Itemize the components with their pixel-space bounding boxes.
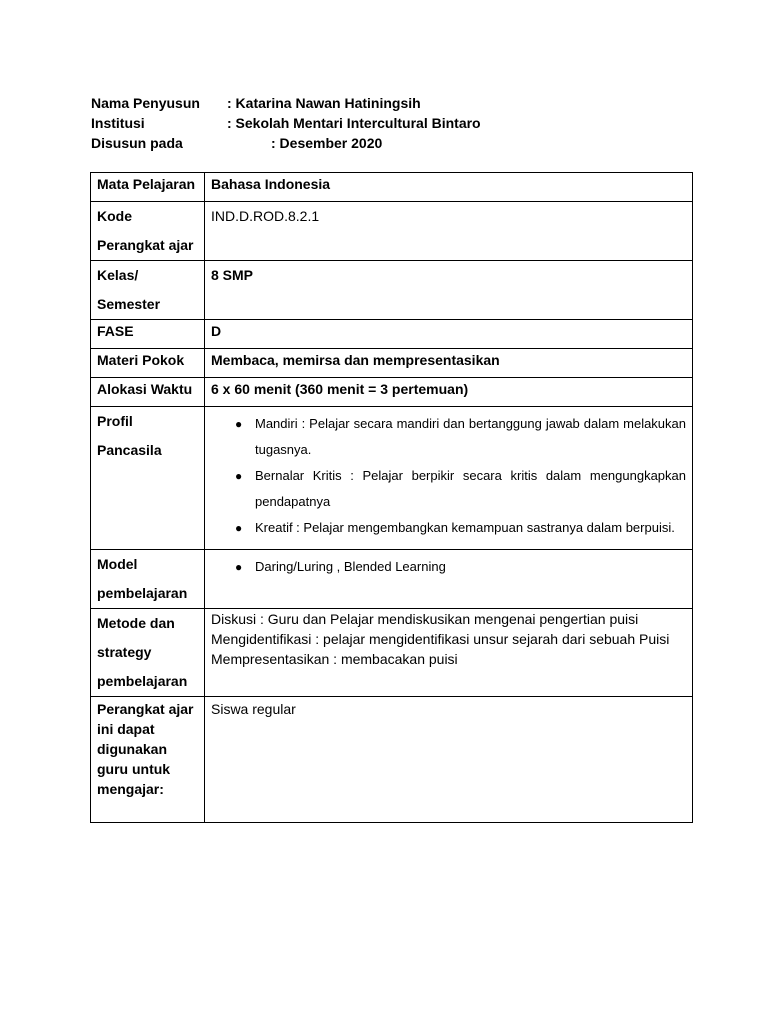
kode-label-line-2: Perangkat ajar bbox=[97, 237, 194, 253]
profil-item bbox=[211, 515, 686, 541]
materi-label: Materi Pokok bbox=[91, 349, 205, 378]
mapel-value: Bahasa Indonesia bbox=[205, 173, 693, 202]
profil-value bbox=[205, 407, 693, 550]
model-value bbox=[205, 550, 693, 609]
bullet-icon: ● bbox=[235, 521, 243, 535]
materi-value: Membaca, memirsa dan mempresentasikan bbox=[205, 349, 693, 378]
metode-value bbox=[205, 609, 693, 697]
alokasi-value: 6 x 60 menit (360 menit = 3 pertemuan) bbox=[205, 378, 693, 407]
kelas-value: 8 SMP bbox=[205, 261, 693, 320]
kelas-label-line-2: Semester bbox=[97, 296, 161, 312]
bullet-icon: ● bbox=[235, 469, 243, 483]
metode-label-line-1: Metode dan bbox=[97, 615, 175, 631]
model-item-text: Daring/Luring , Blended Learning bbox=[255, 559, 446, 574]
perangkat-value: Siswa regular bbox=[205, 697, 693, 823]
bullet-icon: ● bbox=[235, 560, 243, 574]
perangkat-label-line: digunakan bbox=[97, 741, 168, 757]
row-fase bbox=[91, 320, 693, 349]
row-model bbox=[91, 550, 693, 609]
model-label bbox=[91, 550, 205, 609]
alokasi-label: Alokasi Waktu bbox=[91, 378, 205, 407]
metode-label-line-3: pembelajaran bbox=[97, 673, 188, 689]
fase-label: FASE bbox=[91, 320, 205, 349]
kelas-label bbox=[91, 261, 205, 320]
penyusun-value: : Katarina Nawan Hatiningsih bbox=[227, 95, 421, 111]
profil-label-line-1: Profil bbox=[97, 413, 133, 429]
perangkat-label bbox=[91, 697, 205, 823]
kode-label bbox=[91, 202, 205, 261]
profil-item-text: Mandiri : Pelajar secara mandiri dan bertanggung jawab dalam melakukan tugasnya. bbox=[255, 416, 686, 457]
model-label-line-1: Model bbox=[97, 556, 138, 572]
profil-label bbox=[91, 407, 205, 550]
metode-line: Diskusi : Guru dan Pelajar mendiskusikan mengenai pengertian puisi bbox=[211, 611, 639, 627]
row-alokasi-waktu bbox=[91, 378, 693, 407]
institusi-label: Institusi bbox=[91, 115, 145, 131]
penyusun-label: Nama Penyusun bbox=[91, 95, 200, 111]
bullet-icon: ● bbox=[235, 417, 243, 431]
profil-item bbox=[211, 463, 686, 515]
kode-label-line-1: Kode bbox=[97, 208, 132, 224]
disusun-value: : Desember 2020 bbox=[271, 135, 383, 151]
perangkat-label-line: Perangkat ajar bbox=[97, 701, 194, 717]
metode-line: Mempresentasikan : membacakan puisi bbox=[211, 651, 458, 667]
profil-item-text: Kreatif : Pelajar mengembangkan kemampuan sastranya dalam berpuisi. bbox=[255, 520, 675, 535]
model-item bbox=[211, 554, 686, 580]
perangkat-label-line: guru untuk bbox=[97, 761, 171, 777]
metode-label-line-2: strategy bbox=[97, 644, 152, 660]
profil-list bbox=[211, 411, 686, 541]
mapel-label: Mata Pelajaran bbox=[91, 173, 205, 202]
kelas-label-line-1: Kelas/ bbox=[97, 267, 139, 283]
model-label-line-2: pembelajaran bbox=[97, 585, 188, 601]
row-kode bbox=[91, 202, 693, 261]
profil-label-line-2: Pancasila bbox=[97, 442, 162, 458]
row-mata-pelajaran bbox=[91, 173, 693, 202]
row-materi-pokok bbox=[91, 349, 693, 378]
model-list bbox=[211, 554, 686, 580]
row-perangkat-ajar bbox=[91, 697, 693, 823]
row-metode bbox=[91, 609, 693, 697]
row-kelas bbox=[91, 261, 693, 320]
profil-item-text: Bernalar Kritis : Pelajar berpikir secara kritis dalam mengungkapkan pendapatnya bbox=[255, 468, 686, 509]
lesson-plan-table bbox=[90, 172, 693, 823]
row-profil-pancasila bbox=[91, 407, 693, 550]
kode-value: IND.D.ROD.8.2.1 bbox=[205, 202, 693, 261]
institusi-value: : Sekolah Mentari Intercultural Bintaro bbox=[227, 115, 481, 131]
disusun-label: Disusun pada bbox=[91, 135, 183, 151]
fase-value: D bbox=[205, 320, 693, 349]
perangkat-label-line: mengajar: bbox=[97, 781, 164, 797]
profil-item bbox=[211, 411, 686, 463]
perangkat-label-line: ini dapat bbox=[97, 721, 155, 737]
metode-line: Mengidentifikasi : pelajar mengidentifikasi unsur sejarah dari sebuah Puisi bbox=[211, 631, 670, 647]
metode-label bbox=[91, 609, 205, 697]
